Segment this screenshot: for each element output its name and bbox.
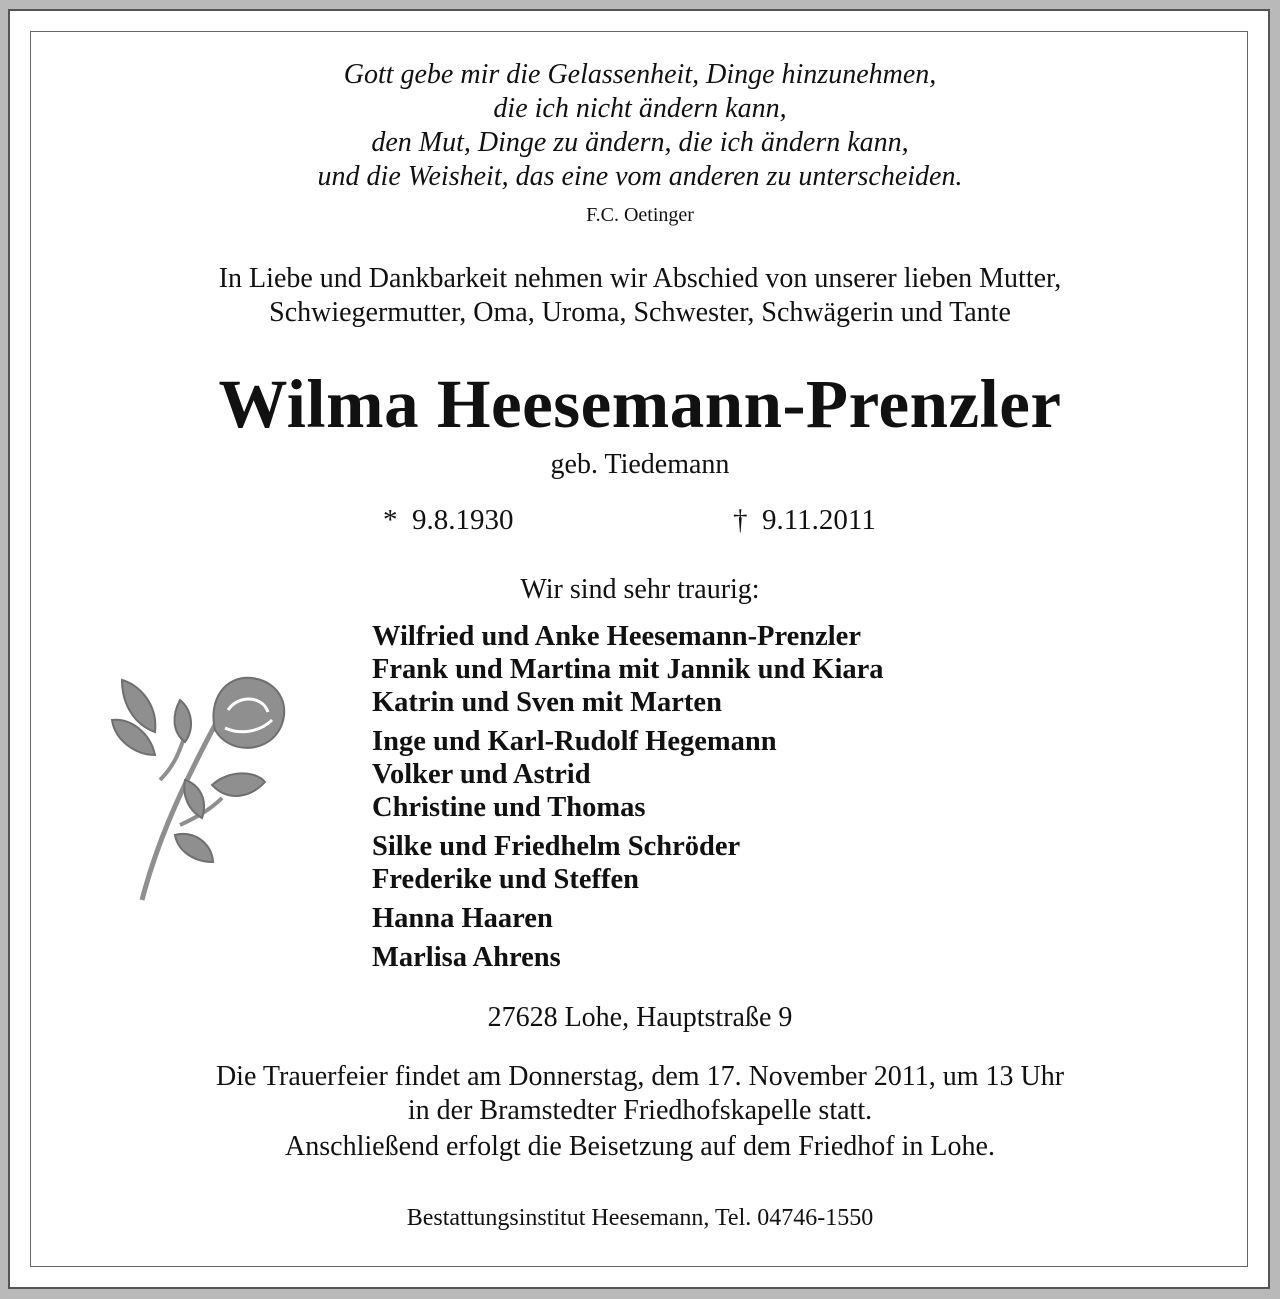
quote-author: F.C. Oetinger [586,204,694,226]
mourner-group [372,620,884,719]
mourners-list [372,620,884,980]
quote-line: den Mut, Dinge zu ändern, die ich ändern kann, [371,127,909,158]
ceremony-text [0,1060,1280,1128]
mourner-group [372,941,884,974]
birth-star-icon: * [383,504,398,536]
mourners-heading: Wir sind sehr traurig: [520,574,760,605]
quote-line: Gott gebe mir die Gelassenheit, Dinge hinzunehmen, [343,59,937,90]
ceremony-line: in der Bramstedter Friedhofskapelle statt. [407,1095,873,1126]
burial-text: Anschließend erfolgt die Beisetzung auf dem Friedhof in Lohe. [285,1131,995,1162]
mourner-line: Volker und Astrid [372,759,591,790]
mourner-line: Silke und Friedhelm Schröder [372,831,741,862]
birth-date [383,503,514,537]
rose-icon [100,670,300,910]
quote-line: die ich nicht ändern kann, [493,93,787,124]
intro-text [0,262,1280,330]
mourner-group [372,830,884,896]
mourner-group [372,902,884,935]
mourner-line: Hanna Haaren [372,903,553,934]
quote [0,58,1280,194]
intro-line: Schwiegermutter, Oma, Uroma, Schwester, Schwägerin und Tante [269,297,1011,328]
mourner-line: Christine und Thomas [372,792,646,823]
mourner-group [372,725,884,824]
death-date [733,503,876,537]
deceased-name: Wilma Heesemann-Prenzler [218,366,1062,442]
cross-icon: † [733,504,748,536]
mourner-line: Wilfried und Anke Heesemann-Prenzler [372,621,861,652]
mourner-line: Frank und Martina mit Jannik und Kiara [372,654,884,685]
maiden-name: geb. Tiedemann [550,449,730,480]
intro-line: In Liebe und Dankbarkeit nehmen wir Abschied von unserer lieben Mutter, [218,263,1062,294]
mourner-line: Inge und Karl-Rudolf Hegemann [372,726,777,757]
ceremony-line: Die Trauerfeier findet am Donnerstag, dem 17. November 2011, um 13 Uhr [215,1061,1065,1092]
mourner-line: Marlisa Ahrens [372,942,561,973]
address: 27628 Lohe, Hauptstraße 9 [487,1002,793,1033]
birth-date-value: 9.8.1930 [412,504,514,536]
mourner-line: Frederike und Steffen [372,864,640,895]
quote-line: und die Weisheit, das eine vom anderen zu unterscheiden. [317,161,963,192]
mourner-line: Katrin und Sven mit Marten [372,687,722,718]
undertaker-contact: Bestattungsinstitut Heesemann, Tel. 04746-1550 [406,1205,874,1231]
death-date-value: 9.11.2011 [762,504,876,536]
